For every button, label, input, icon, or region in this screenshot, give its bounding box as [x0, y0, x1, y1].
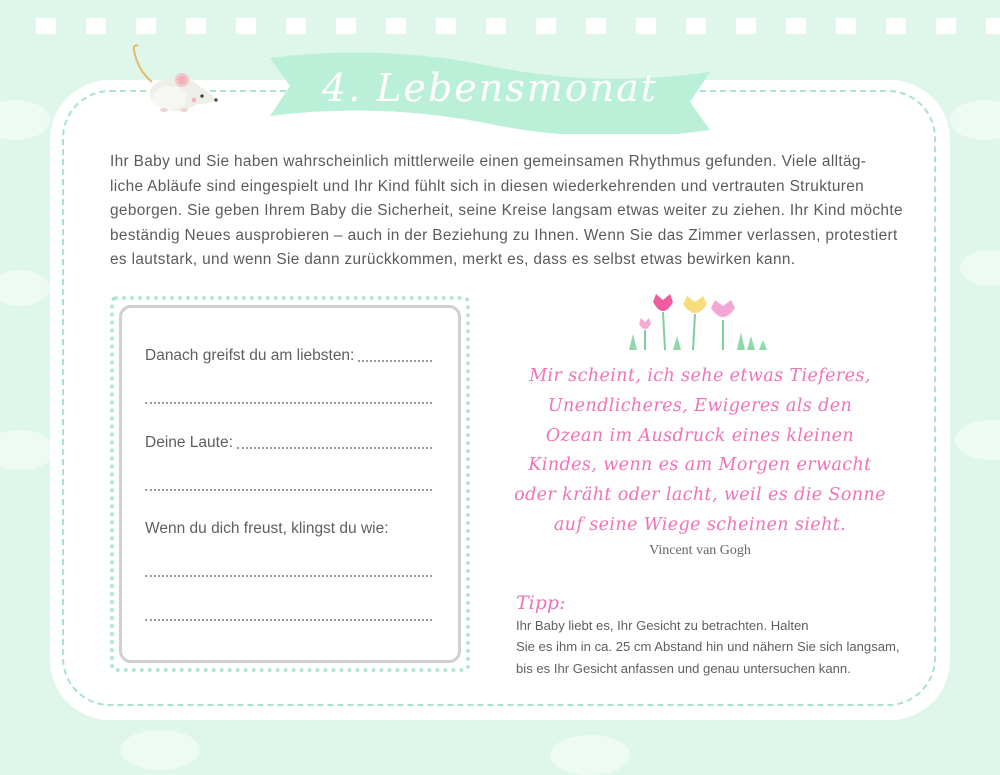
background-cloud — [955, 420, 1000, 460]
write-line[interactable] — [145, 400, 432, 404]
form-field-sounds[interactable] — [145, 432, 432, 452]
write-line[interactable] — [145, 487, 432, 491]
perforation-square — [336, 18, 356, 34]
intro-line: es lautstark, und wenn Sie dann zurückkommen, merkt es, dass es selbst etwas bewirken kann. — [110, 251, 796, 268]
perforation-square — [136, 18, 156, 34]
perforation-square — [586, 18, 606, 34]
perforation-strip — [0, 18, 1000, 38]
background-cloud — [0, 430, 55, 470]
quote-line: Kindes, wenn es am Morgen erwacht — [528, 455, 872, 476]
background-cloud — [120, 730, 200, 770]
write-line[interactable] — [358, 346, 432, 362]
tip-line-3: bis es Ihr Gesicht anfassen und genau untersuchen kann. — [516, 660, 851, 676]
tip-label: Tipp: — [516, 592, 566, 614]
perforation-square — [436, 18, 456, 34]
quote-line: oder kräht oder lacht, weil es die Sonne — [514, 485, 886, 506]
perforation-square — [286, 18, 306, 34]
perforation-square — [886, 18, 906, 34]
intro-line: liche Abläufe sind eingespielt und Ihr Kind fühlt sich in diesen wiederkehrenden und vertrauten Strukturen — [110, 177, 865, 195]
page-title: 4. Lebensmonat — [321, 66, 659, 110]
intro-line: beständig Neues ausprobieren – auch in der Beziehung zu Ihnen. Wenn Sie das Zimmer verlassen, protestiert — [110, 226, 898, 244]
form-label-favorite: Danach greifst du am liebsten: — [145, 347, 355, 364]
intro-line: Ihr Baby und Sie haben wahrscheinlich mittlerweile einen gemeinsamen Rhythmus gefunden. Viele alltäg- — [110, 153, 867, 170]
quote-line: auf seine Wiege scheinen sieht. — [553, 514, 847, 535]
form-label-happy-sound: Wenn du dich freust, klingst du wie: — [145, 520, 389, 537]
background-cloud — [950, 100, 1000, 140]
form-field-favorite[interactable] — [145, 345, 432, 365]
tulips-icon — [625, 290, 775, 355]
perforation-square — [236, 18, 256, 34]
perforation-square — [386, 18, 406, 34]
quote-line: Unendlicheres, Ewigeres als den — [547, 395, 853, 416]
write-line[interactable] — [145, 573, 432, 577]
tip-text — [516, 593, 900, 679]
perforation-square — [636, 18, 656, 34]
tip-line-1: Ihr Baby liebt es, Ihr Gesicht zu betrachten. Halten — [516, 617, 809, 633]
form-field-happy-sound — [145, 518, 432, 538]
mouse-icon — [124, 42, 224, 122]
perforation-square — [486, 18, 506, 34]
perforation-square — [786, 18, 806, 34]
form-label-sounds: Deine Laute: — [145, 434, 233, 451]
quote-line: Ozean im Ausdruck eines kleinen — [545, 425, 855, 446]
quote-line: Mir scheint, ich sehe etwas Tieferes, — [529, 366, 871, 386]
perforation-square — [686, 18, 706, 34]
write-line[interactable] — [145, 617, 432, 621]
intro-paragraph — [110, 150, 903, 273]
background-cloud — [550, 735, 630, 775]
perforation-square — [736, 18, 756, 34]
perforation-square — [36, 18, 56, 34]
tip-line-2: Sie es ihm in ca. 25 cm Abstand hin und nähern Sie sich langsam, — [516, 639, 900, 654]
perforation-square — [86, 18, 106, 34]
write-line[interactable] — [237, 433, 432, 449]
perforation-square — [536, 18, 556, 34]
quote-text — [500, 362, 900, 541]
perforation-square — [186, 18, 206, 34]
perforation-square — [986, 18, 1000, 34]
background-cloud — [0, 270, 50, 306]
perforation-square — [836, 18, 856, 34]
tip-line — [516, 593, 900, 636]
intro-line: geborgen. Sie geben Ihrem Baby die Sicherheit, seine Kreise langsam etwas weiter zu ziehen. Ihr Kind möchte — [110, 202, 903, 219]
background-cloud — [0, 100, 50, 140]
background-cloud — [960, 250, 1000, 286]
perforation-square — [936, 18, 956, 34]
quote-author: Vincent van Gogh — [649, 543, 751, 558]
